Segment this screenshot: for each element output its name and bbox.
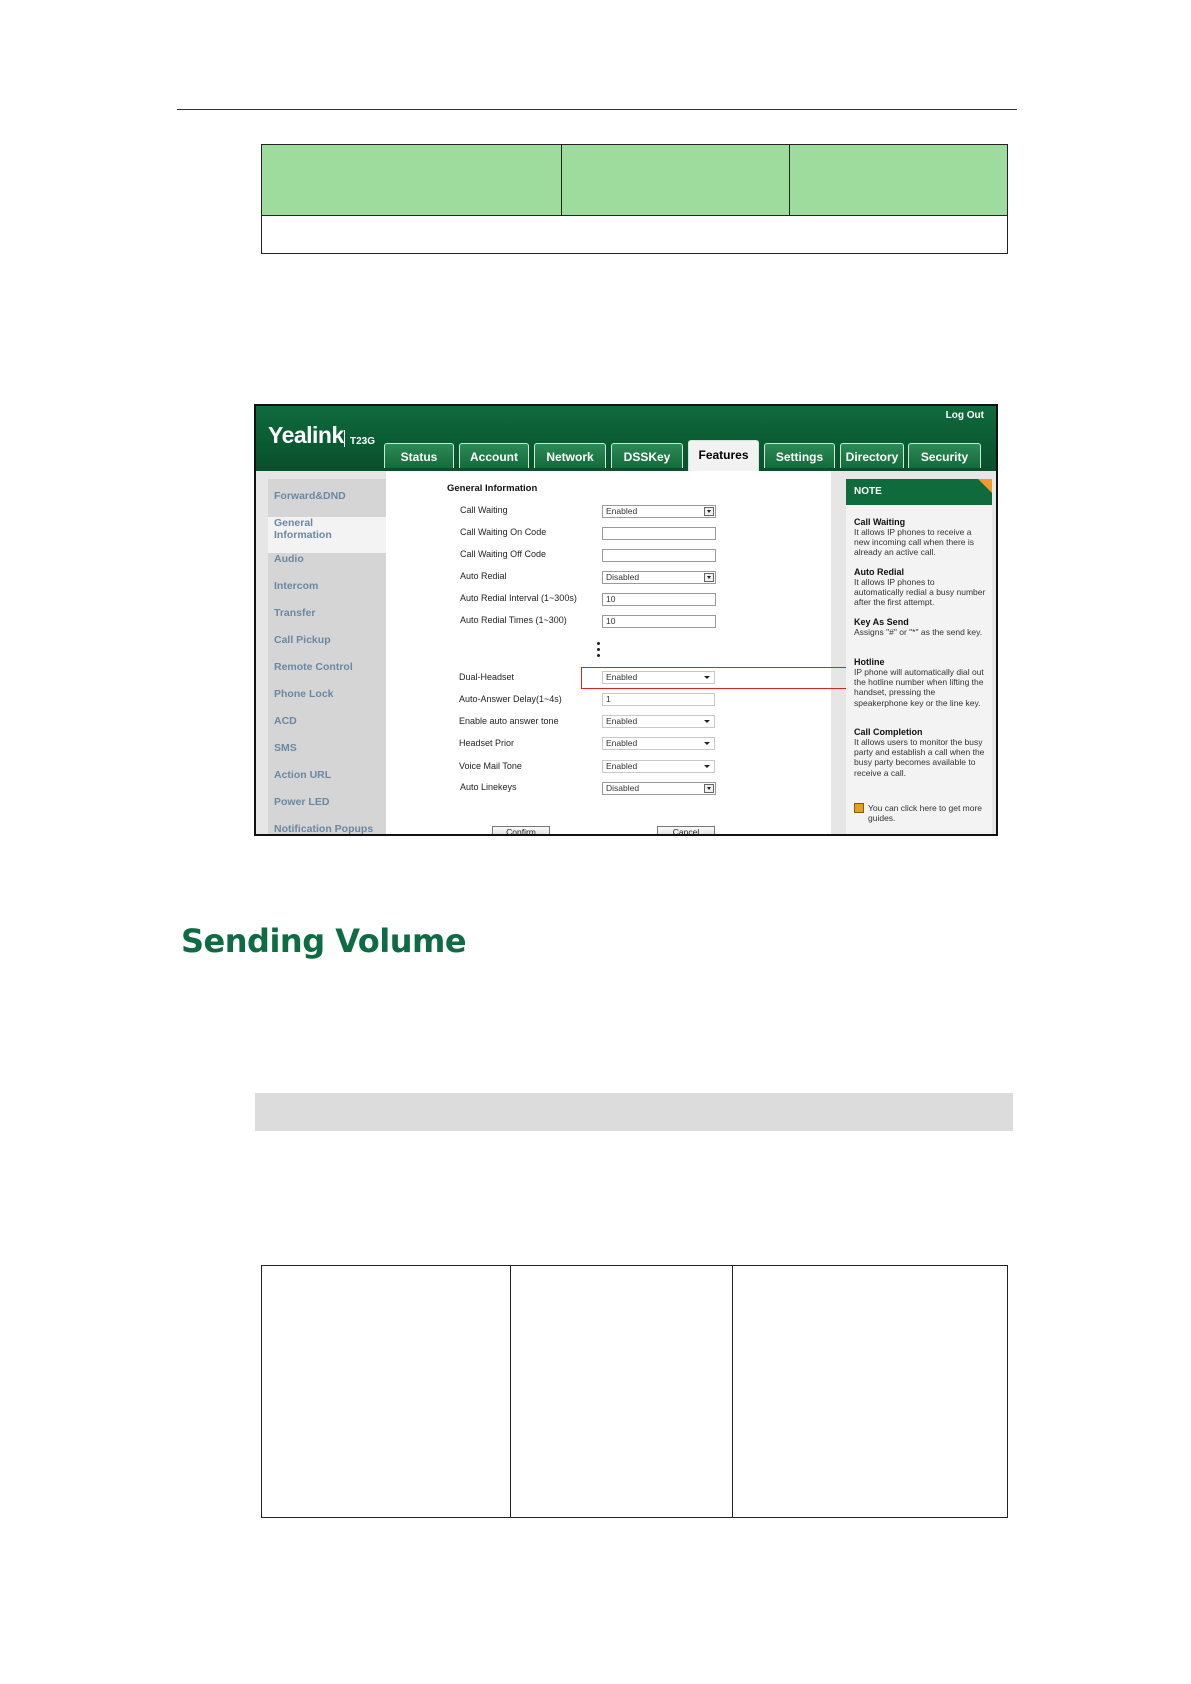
note-panel <box>846 479 992 836</box>
dual-headset-value: Enabled <box>606 672 638 682</box>
auto-redial-label: Auto Redial <box>460 571 507 581</box>
auto-redial-interval-label: Auto Redial Interval (1~300s) <box>460 593 577 603</box>
header-rule <box>177 109 1017 110</box>
tab-status[interactable]: Status <box>384 443 454 468</box>
cancel-button[interactable]: Cancel <box>657 826 715 836</box>
sidebar-item-remote-control[interactable]: Remote Control <box>274 661 353 673</box>
bottom-table <box>261 1265 1008 1518</box>
sidebar-item-call-pickup[interactable]: Call Pickup <box>274 634 331 646</box>
auto-answer-tone-value: Enabled <box>606 716 638 726</box>
auto-linekeys-label: Auto Linekeys <box>460 782 517 792</box>
note-title: Key As Send <box>854 617 909 627</box>
table-header-cell <box>562 145 790 215</box>
section-title: General Information <box>447 483 538 494</box>
guide-link[interactable]: You can click here to get more guides. <box>868 803 983 824</box>
auto-redial-interval-input[interactable]: 10 <box>602 593 716 606</box>
ellipsis-dot <box>597 654 600 657</box>
auto-redial-select[interactable] <box>602 571 716 584</box>
dropdown-arrow-icon <box>704 507 714 516</box>
table-header-cell <box>790 145 1007 215</box>
tab-network[interactable]: Network <box>534 443 606 468</box>
web-ui-header <box>256 406 996 471</box>
confirm-button[interactable]: Confirm <box>492 826 550 836</box>
dropdown-arrow-icon <box>704 742 710 745</box>
dropdown-arrow-icon <box>704 676 710 679</box>
dual-headset-label: Dual-Headset <box>459 672 515 682</box>
yealink-logo: Yealink <box>268 422 344 448</box>
auto-redial-times-label: Auto Redial Times (1~300) <box>460 615 567 625</box>
logout-link[interactable]: Log Out <box>945 410 984 421</box>
dropdown-arrow-icon <box>704 784 714 793</box>
gray-band <box>255 1093 1013 1131</box>
model-label: T23G <box>350 436 376 447</box>
auto-answer-tone-label: Enable auto answer tone <box>459 716 559 726</box>
tab-settings[interactable]: Settings <box>764 443 835 468</box>
cw-off-code-input[interactable] <box>602 549 716 562</box>
dual-headset-select[interactable] <box>602 671 715 684</box>
sidebar-item-general-information[interactable]: General Information <box>274 517 332 541</box>
tab-security[interactable]: Security <box>908 443 981 468</box>
logo-separator <box>344 430 345 447</box>
note-title: Hotline <box>854 657 885 667</box>
note-header: NOTE <box>846 479 992 505</box>
column-divider <box>732 1266 733 1517</box>
note-text: It allows IP phones to receive a new incoming call when there is already an active call. <box>854 527 975 558</box>
note-text: IP phone will automatically dial out the hotline number when lifting the handset, pressing the speakerphone key or the line key. <box>854 667 984 708</box>
web-ui-screenshot <box>254 404 998 836</box>
note-title: Call Waiting <box>854 517 906 527</box>
auto-linekeys-value: Disabled <box>606 783 640 793</box>
call-waiting-label: Call Waiting <box>460 505 508 515</box>
sidebar-item-phone-lock[interactable]: Phone Lock <box>274 688 334 700</box>
dropdown-arrow-icon <box>704 720 710 723</box>
cw-off-code-label: Call Waiting Off Code <box>460 549 547 559</box>
sidebar-item-acd[interactable]: ACD <box>274 715 297 727</box>
voice-mail-tone-value: Enabled <box>606 761 638 771</box>
tab-features[interactable]: Features <box>688 440 759 471</box>
ellipsis-dot <box>597 648 600 651</box>
call-waiting-select[interactable] <box>602 505 716 518</box>
tab-account[interactable]: Account <box>459 443 529 468</box>
auto-answer-tone-select[interactable] <box>602 715 715 728</box>
note-title: Call Completion <box>854 727 923 737</box>
table-row <box>262 215 1007 254</box>
headset-prior-value: Enabled <box>606 738 638 748</box>
note-text: It allows IP phones to automatically redial a busy number after the first attempt. <box>854 577 986 608</box>
sidebar-item-sms[interactable]: SMS <box>274 742 297 754</box>
dropdown-arrow-icon <box>704 573 714 582</box>
headset-prior-label: Headset Prior <box>459 738 515 748</box>
auto-redial-value: Disabled <box>606 572 640 582</box>
auto-redial-times-input[interactable]: 10 <box>602 615 716 628</box>
sidebar-item-action-url[interactable]: Action URL <box>274 769 332 781</box>
note-text: Assigns "#" or "*" as the send key. <box>854 627 983 637</box>
sidebar-item-intercom[interactable]: Intercom <box>274 580 319 592</box>
web-ui-body <box>256 471 996 836</box>
cw-on-code-label: Call Waiting On Code <box>460 527 547 537</box>
sidebar-item-notification-popups[interactable]: Notification Popups <box>274 823 374 835</box>
note-corner-icon <box>978 479 992 493</box>
sidebar-item-audio[interactable]: Audio <box>274 553 304 565</box>
voice-mail-tone-label: Voice Mail Tone <box>459 761 522 771</box>
cw-on-code-input[interactable] <box>602 527 716 540</box>
sidebar-item-transfer[interactable]: Transfer <box>274 607 316 619</box>
note-text: It allows users to monitor the busy party and establish a call when the busy party becomes available to receive a call. <box>854 737 985 778</box>
auto-linekeys-select[interactable] <box>602 782 716 795</box>
note-title: Auto Redial <box>854 567 905 577</box>
settings-panel <box>386 471 831 836</box>
top-table <box>261 144 1008 254</box>
tab-dsskey[interactable]: DSSKey <box>611 443 683 468</box>
sidebar-item-forward-dnd[interactable]: Forward&DND <box>274 490 346 502</box>
ellipsis-dot <box>597 642 600 645</box>
auto-answer-delay-input[interactable]: 1 <box>602 693 715 706</box>
auto-answer-delay-label: Auto-Answer Delay(1~4s) <box>459 694 562 704</box>
headset-prior-select[interactable] <box>602 737 715 750</box>
call-waiting-value: Enabled <box>606 506 638 516</box>
table-header-cell <box>262 145 562 215</box>
guide-icon <box>854 803 864 813</box>
column-divider <box>510 1266 511 1517</box>
sidebar-item-power-led[interactable]: Power LED <box>274 796 330 808</box>
section-heading: Sending Volume <box>181 922 467 960</box>
tab-directory[interactable]: Directory <box>840 443 904 468</box>
voice-mail-tone-select[interactable] <box>602 760 715 773</box>
dropdown-arrow-icon <box>704 765 710 768</box>
